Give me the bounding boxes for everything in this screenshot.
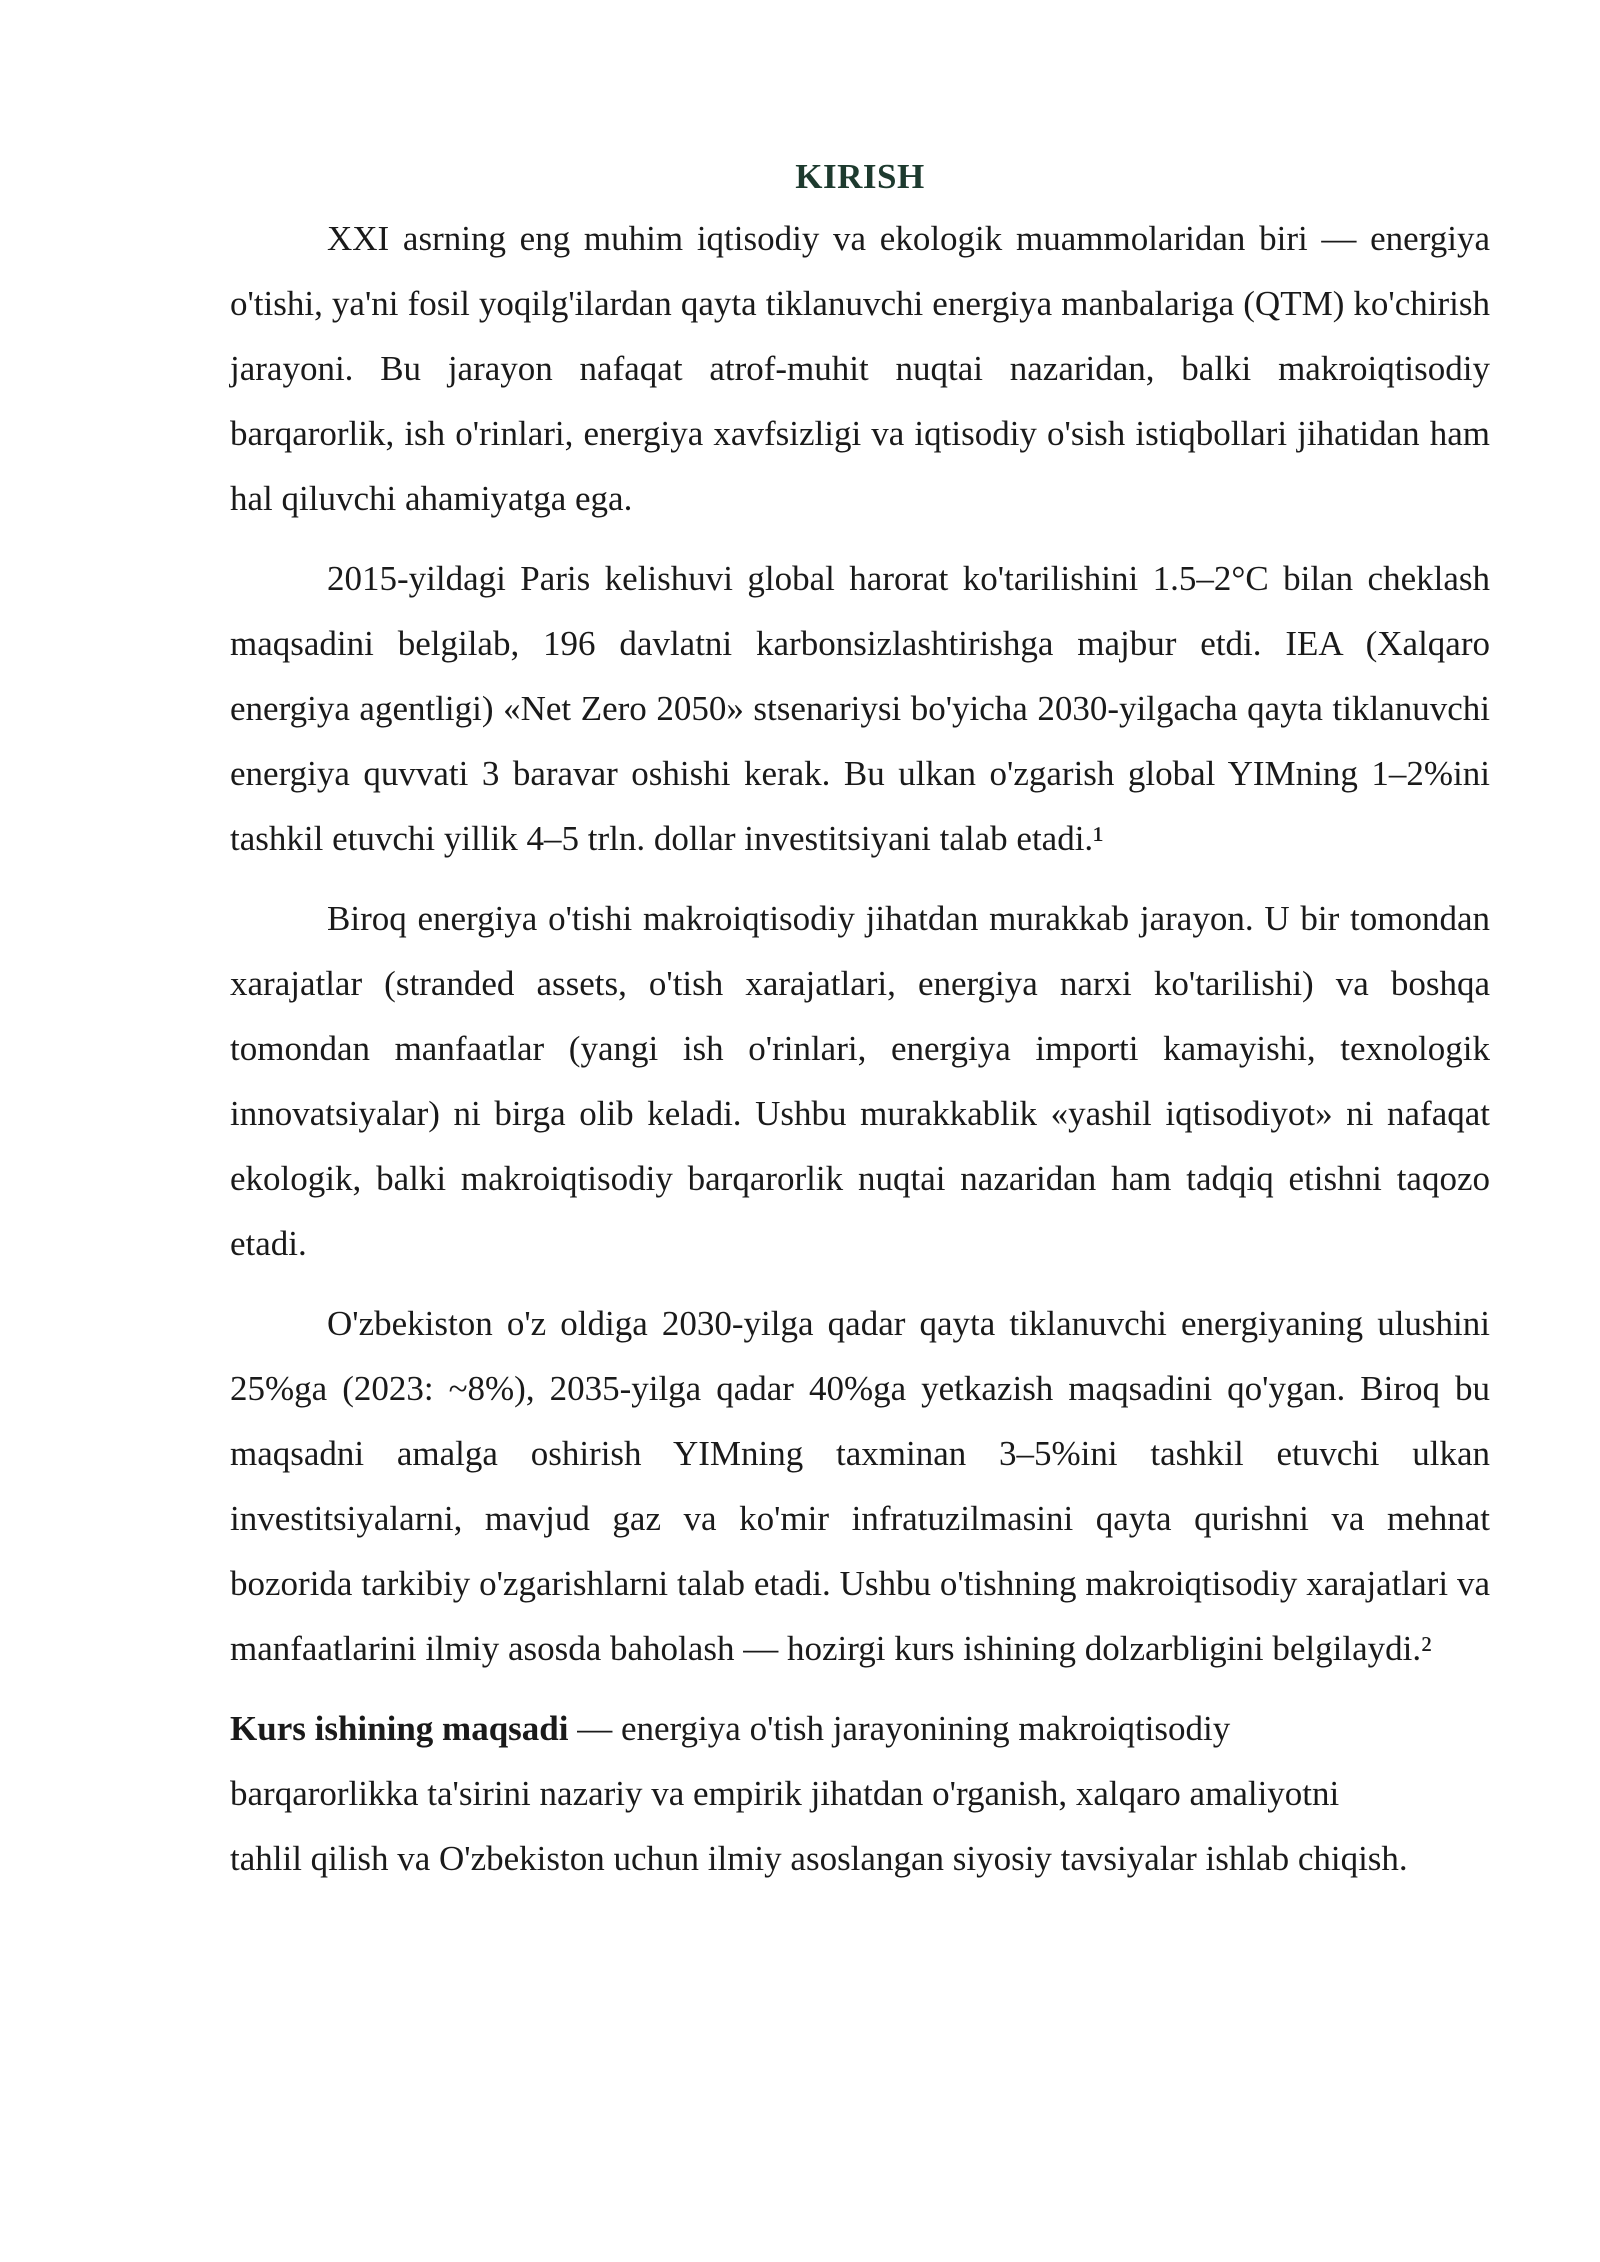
paragraph-paris-agreement: 2015-yildagi Paris kelishuvi global harorat ko'tarilishini 1.5–2°C bilan cheklash maqsadini belgilab, 196 davlatni karbonsizlashtirishga majbur etdi. IEA (Xalqaro energiya agentligi) «Net Zero 2050» stsenariysi bo'yicha 2030-yilgacha qayta tiklanuvchi energiya quvvati 3 baravar oshishi kerak. Bu ulkan o'zgarish global YIMning 1–2%ini tashkil etuvchi yillik 4–5 trln. dollar investitsiyani talab etadi.¹ (230, 559, 1490, 858)
goal-paragraph (230, 1696, 1490, 1891)
paragraph-uzbekistan: O'zbekiston o'z oldiga 2030-yilga qadar qayta tiklanuvchi energiyaning ulushini 25%ga (2023: ~8%), 2035-yilga qadar 40%ga yetkazish maqsadini qo'ygan. Biroq bu maqsadni amalga oshirish YIMning taxminan 3–5%ini tashkil etuvchi ulkan investitsiyalarni, mavjud gaz va ko'mir infratuzilmasini qayta qurishni va mehnat bozorida tarkibiy o'zgarishlarni talab etadi. Ushbu o'tishning makroiqtisodiy xarajatlari va manfaatlarini ilmiy asosda baholash — hozirgi kurs ishining dolzarbligini belgilaydi.² (230, 1304, 1490, 1668)
goal-text: — energiya o'tish jarayonining makroiqtisodiy barqarorlikka ta'sirini nazariy va empirik jihatdan o'rganish, xalqaro amaliyotni tahlil qilish va O'zbekiston uchun ilmiy asoslangan siyosiy tavsiyalar ishlab chiqish. (230, 1709, 1408, 1878)
paragraph-intro: XXI asrning eng muhim iqtisodiy va ekologik muammolaridan biri — energiya o'tishi, ya'ni fosil yoqilg'ilardan qayta tiklanuvchi energiya manbalariga (QTM) ko'chirish jarayoni. Bu jarayon nafaqat atrof-muhit nuqtai nazaridan, balki makroiqtisodiy barqarorlik, ish o'rinlari, energiya xavfsizligi va iqtisodiy o'sish istiqbollari jihatidan ham hal qiluvchi ahamiyatga ega. (230, 219, 1490, 518)
section-heading: KIRISH (795, 157, 925, 196)
goal-label: Kurs ishining maqsadi (230, 1709, 569, 1748)
page-content (230, 152, 1490, 1891)
paragraph-macro-complexity: Biroq energiya o'tishi makroiqtisodiy jihatdan murakkab jarayon. U bir tomondan xarajatlar (stranded assets, o'tish xarajatlari, energiya narxi ko'tarilishi) va boshqa tomondan manfaatlar (yangi ish o'rinlari, energiya importi kamayishi, texnologik innovatsiyalar) ni birga olib keladi. Ushbu murakkablik «yashil iqtisodiyot» ni nafaqat ekologik, balki makroiqtisodiy barqarorlik nuqtai nazaridan ham tadqiq etishni taqozo etadi. (230, 899, 1490, 1263)
